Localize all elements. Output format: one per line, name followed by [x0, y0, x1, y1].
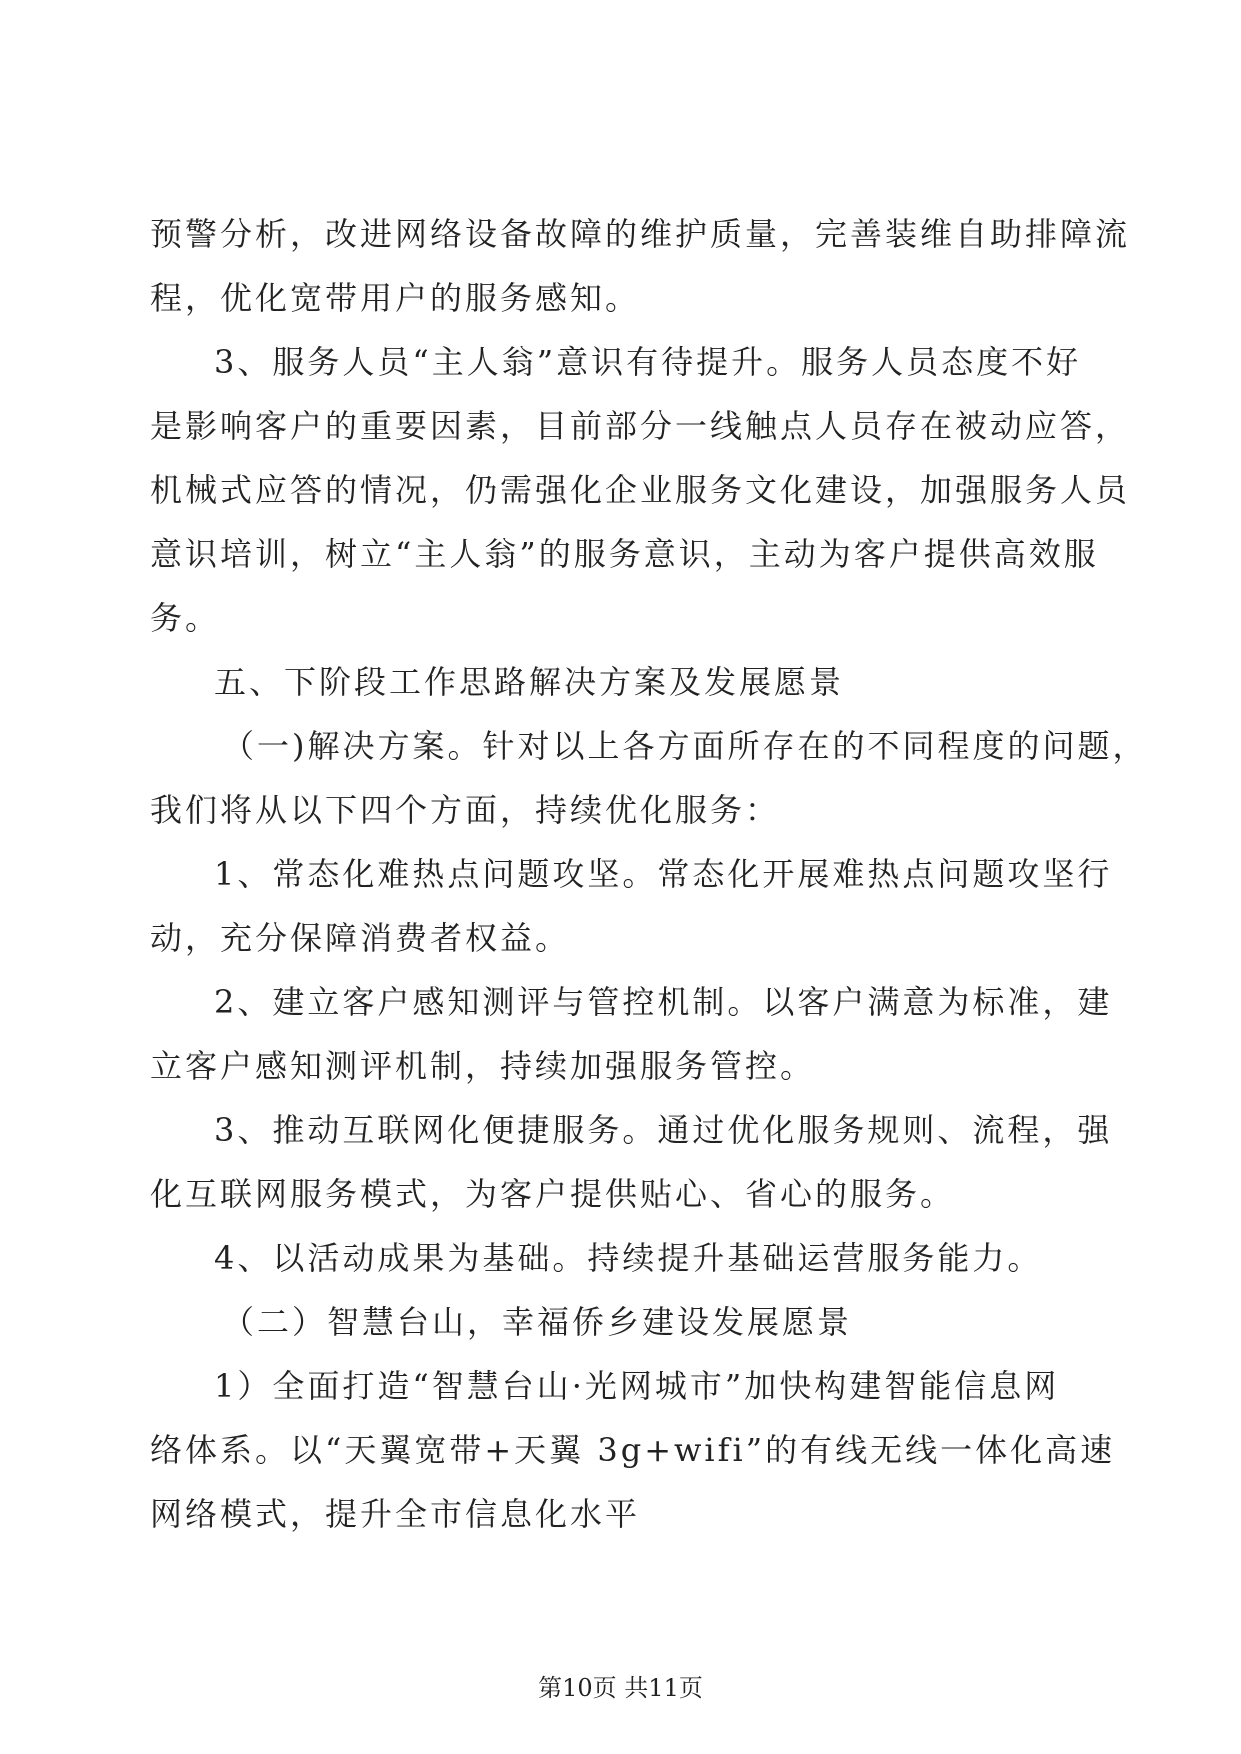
section-5-heading: [150, 650, 1096, 714]
text-line: 我们将从以下四个方面，持续优化服务：: [150, 791, 781, 829]
document-body: [150, 202, 1148, 1546]
text-line: 4、以活动成果为基础。持续提升基础运营服务能力。: [214, 1239, 1043, 1277]
paragraph-solution-4: [150, 1226, 1096, 1290]
text-line: 3、推动互联网化便捷服务。通过优化服务规则、流程，强: [214, 1111, 1113, 1149]
text-line: 立客户感知测评机制，持续加强服务管控。: [150, 1047, 816, 1085]
text-line: 预警分析，改进网络设备故障的维护质量，完善装维自助排障流: [150, 215, 1131, 253]
text-line: 是影响客户的重要因素，目前部分一线触点人员存在被动应答，: [150, 407, 1131, 445]
paragraph-solution-3: [150, 1098, 1113, 1226]
text-line: 1）全面打造“智慧台山·光网城市”加快构建智能信息网: [214, 1367, 1060, 1405]
paragraph-solution-1: [150, 842, 1113, 970]
text-line: 1、常态化难热点问题攻坚。常态化开展难热点问题攻坚行: [214, 855, 1113, 893]
vision-heading: [150, 1290, 1096, 1354]
text-line: 程，优化宽带用户的服务感知。: [150, 279, 641, 317]
paragraph-vision-1: [150, 1354, 1116, 1546]
text-line: 化互联网服务模式，为客户提供贴心、省心的服务。: [150, 1175, 956, 1213]
text-line: 3、服务人员“主人翁”意识有待提升。服务人员态度不好: [214, 343, 1082, 381]
paragraph-point-3-attitude: [150, 330, 1131, 650]
paragraph-solution-intro: [150, 714, 1148, 842]
text-line: 务。: [150, 599, 221, 637]
paragraph-continuation: [150, 202, 1131, 330]
text-line: （二）智慧台山，幸福侨乡建设发展愿景: [222, 1303, 853, 1341]
page-number-footer: 第10页 共11页: [538, 1674, 703, 1702]
text-line: 络体系。以“天翼宽带+天翼 3g+wifi”的有线无线一体化高速: [150, 1431, 1116, 1469]
text-line: 机械式应答的情况，仍需强化企业服务文化建设，加强服务人员: [150, 471, 1131, 509]
text-line: 2、建立客户感知测评与管控机制。以客户满意为标准，建: [214, 983, 1113, 1021]
paragraph-solution-2: [150, 970, 1113, 1098]
text-line: 动，充分保障消费者权益。: [150, 919, 571, 957]
text-line: 五、下阶段工作思路解决方案及发展愿景: [214, 663, 845, 701]
text-line: 网络模式，提升全市信息化水平: [150, 1495, 641, 1533]
text-line: （一)解决方案。针对以上各方面所存在的不同程度的问题，: [222, 727, 1148, 765]
text-line: 意识培训，树立“主人翁”的服务意识，主动为客户提供高效服: [150, 535, 1099, 573]
